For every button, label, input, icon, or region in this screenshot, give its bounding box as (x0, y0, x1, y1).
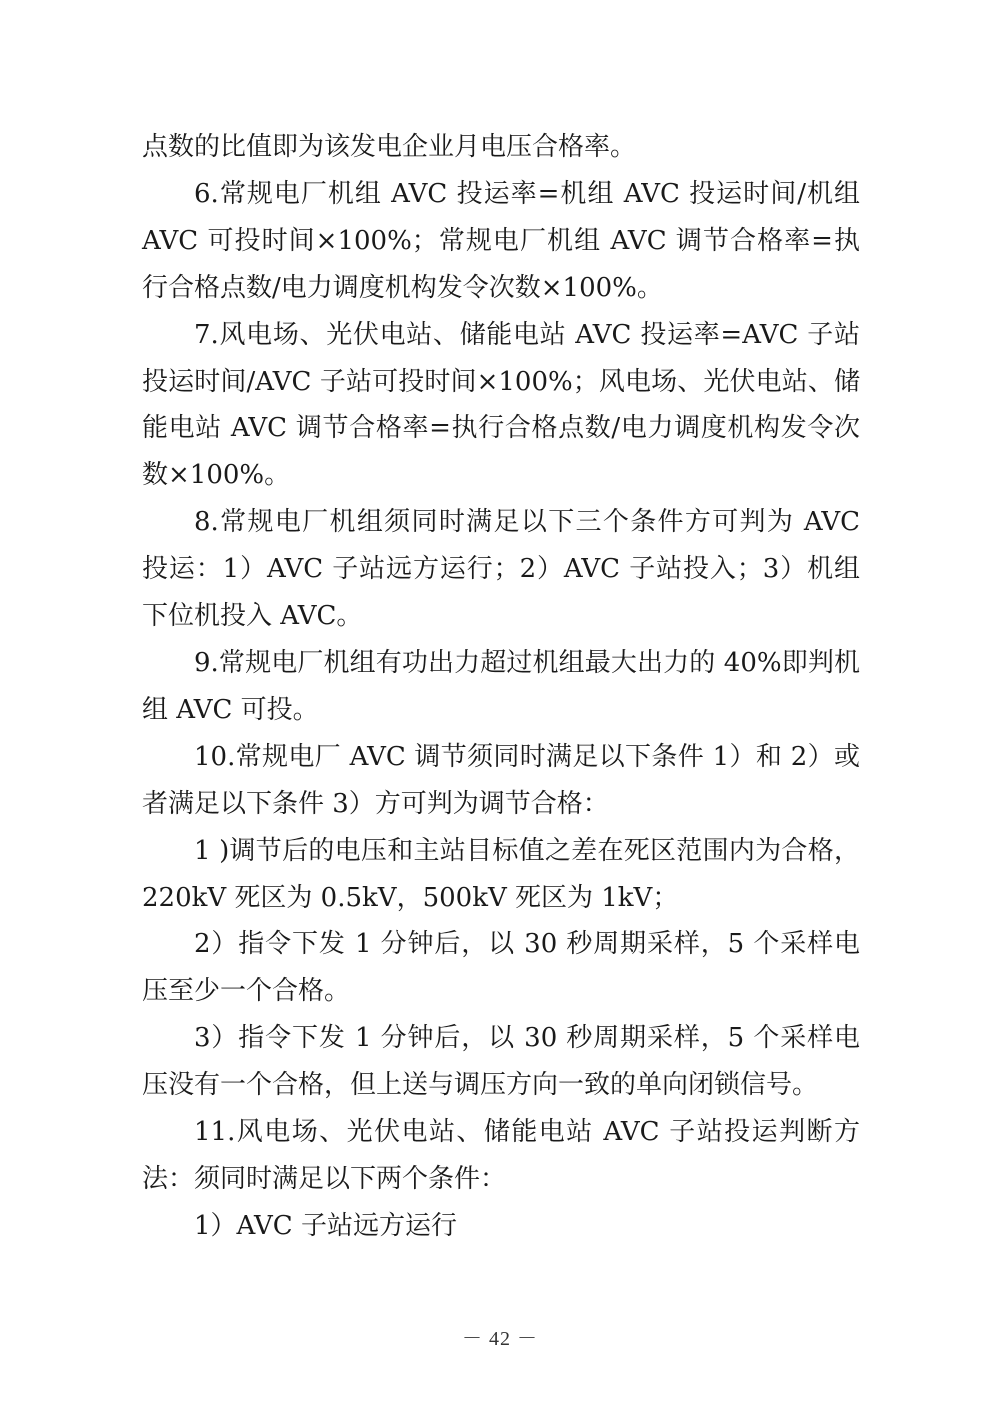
paragraph: 9.常规电厂机组有功出力超过机组最大出力的 40%即判机组 AVC 可投。 (142, 647, 860, 725)
paragraph: 8.常规电厂机组须同时满足以下三个条件方可判为 AVC 投运：1）AVC 子站远方运行；2）AVC 子站投入；3）机组下位机投入 AVC。 (142, 507, 860, 632)
paragraph: 点数的比值即为该发电企业月电压合格率。 (142, 132, 637, 162)
paragraph: 6.常规电厂机组 AVC 投运率=机组 AVC 投运时间/机组 AVC 可投时间×100%；常规电厂机组 AVC 调节合格率=执行合格点数/电力调度机构发令次数×100%。 (142, 178, 860, 303)
paragraph: 11.风电场、光伏电站、储能电站 AVC 子站投运判断方法：须同时满足以下两个条件： (142, 1117, 860, 1194)
paragraph: 10.常规电厂 AVC 调节须同时满足以下条件 1）和 2）或者满足以下条件 3）方可判为调节合格： (142, 741, 860, 819)
page-number: － 42 － (462, 1328, 538, 1350)
document-body (142, 124, 860, 1250)
paragraph: 1）AVC 子站远方运行 (194, 1210, 457, 1241)
paragraph: 1 )调节后的电压和主站目标值之差在死区范围内为合格，220kV 死区为 0.5kV，500kV 死区为 1kV； (142, 835, 860, 913)
paragraph: 2）指令下发 1 分钟后，以 30 秒周期采样，5 个采样电压至少一个合格。 (142, 929, 860, 1007)
paragraph: 3）指令下发 1 分钟后，以 30 秒周期采样，5 个采样电压没有一个合格，但上送与调压方向一致的单向闭锁信号。 (142, 1023, 860, 1101)
paragraph: 7.风电场、光伏电站、储能电站 AVC 投运率=AVC 子站投运时间/AVC 子站可投时间×100%；风电场、光伏电站、储能电站 AVC 调节合格率=执行合格点数/电力调度机构发令次数×100%。 (142, 319, 860, 491)
